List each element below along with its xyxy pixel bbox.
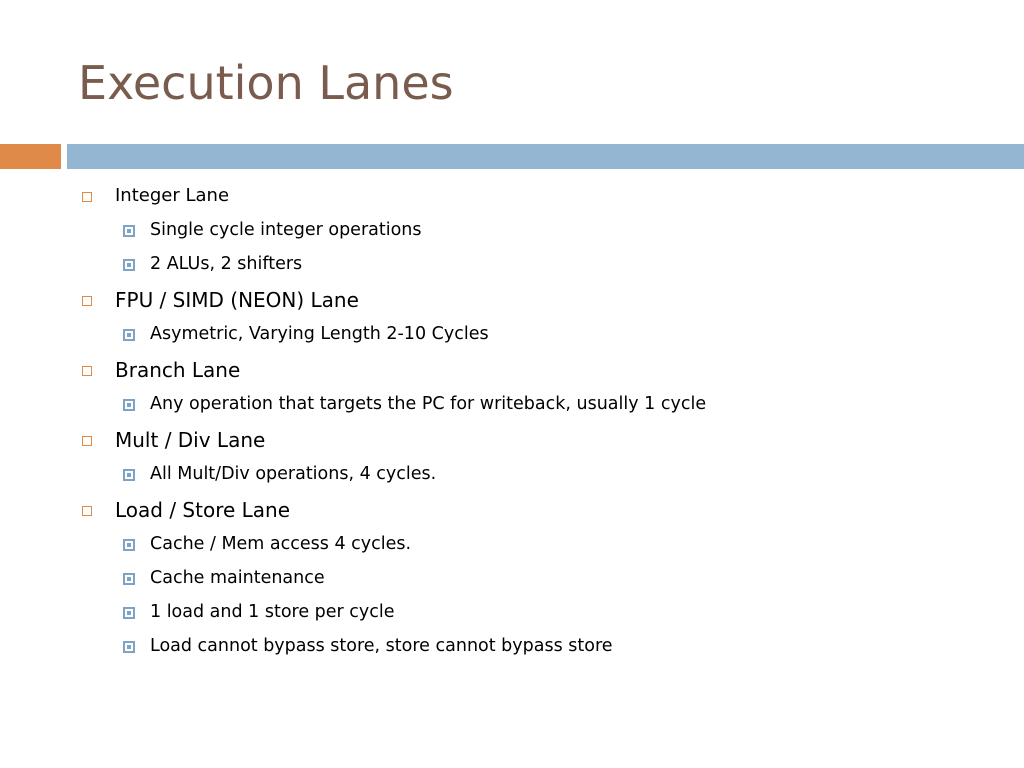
sub-bullet-item — [80, 564, 1000, 592]
sub-bullet-label: 2 ALUs, 2 shifters — [150, 254, 303, 274]
bullet-item — [80, 356, 1000, 384]
bullet-item — [80, 426, 1000, 454]
sub-bullet-label: Any operation that targets the PC for writeback, usually 1 cycle — [150, 394, 707, 414]
bullet-item — [80, 286, 1000, 314]
sub-bullet-label: Cache maintenance — [150, 568, 325, 588]
sub-bullet-item — [80, 320, 1000, 348]
square-bullet-icon — [82, 366, 92, 376]
filled-square-bullet-icon — [123, 259, 135, 271]
sub-bullet-label: All Mult/Div operations, 4 cycles. — [150, 464, 437, 484]
filled-square-bullet-icon — [123, 399, 135, 411]
bullet-label: Load / Store Lane — [115, 498, 291, 522]
bullet-item — [80, 182, 1000, 210]
square-bullet-icon — [82, 436, 92, 446]
filled-square-bullet-icon — [123, 641, 135, 653]
sub-bullet-label: 1 load and 1 store per cycle — [150, 602, 395, 622]
bullet-label: Mult / Div Lane — [115, 428, 266, 452]
sub-bullet-item — [80, 390, 1000, 418]
bullet-item — [80, 496, 1000, 524]
sub-bullet-label: Load cannot bypass store, store cannot bypass store — [150, 636, 613, 656]
accent-bar-orange — [0, 144, 61, 169]
square-bullet-icon — [82, 192, 92, 202]
sub-bullet-item — [80, 530, 1000, 558]
sub-bullet-label: Single cycle integer operations — [150, 220, 422, 240]
sub-bullet-label: Asymetric, Varying Length 2-10 Cycles — [150, 324, 489, 344]
filled-square-bullet-icon — [123, 539, 135, 551]
square-bullet-icon — [82, 506, 92, 516]
bullet-label: Branch Lane — [115, 358, 241, 382]
filled-square-bullet-icon — [123, 607, 135, 619]
filled-square-bullet-icon — [123, 329, 135, 341]
bullet-list — [80, 182, 1000, 660]
bullet-label: FPU / SIMD (NEON) Lane — [115, 288, 359, 312]
sub-bullet-item — [80, 460, 1000, 488]
sub-bullet-item — [80, 250, 1000, 278]
square-bullet-icon — [82, 296, 92, 306]
sub-bullet-item — [80, 216, 1000, 244]
filled-square-bullet-icon — [123, 225, 135, 237]
sub-bullet-item — [80, 632, 1000, 660]
bullet-label: Integer Lane — [115, 185, 230, 206]
filled-square-bullet-icon — [123, 573, 135, 585]
sub-bullet-item — [80, 598, 1000, 626]
filled-square-bullet-icon — [123, 469, 135, 481]
accent-bar-blue — [67, 144, 1024, 169]
sub-bullet-label: Cache / Mem access 4 cycles. — [150, 534, 412, 554]
slide-title: Execution Lanes — [78, 56, 454, 110]
